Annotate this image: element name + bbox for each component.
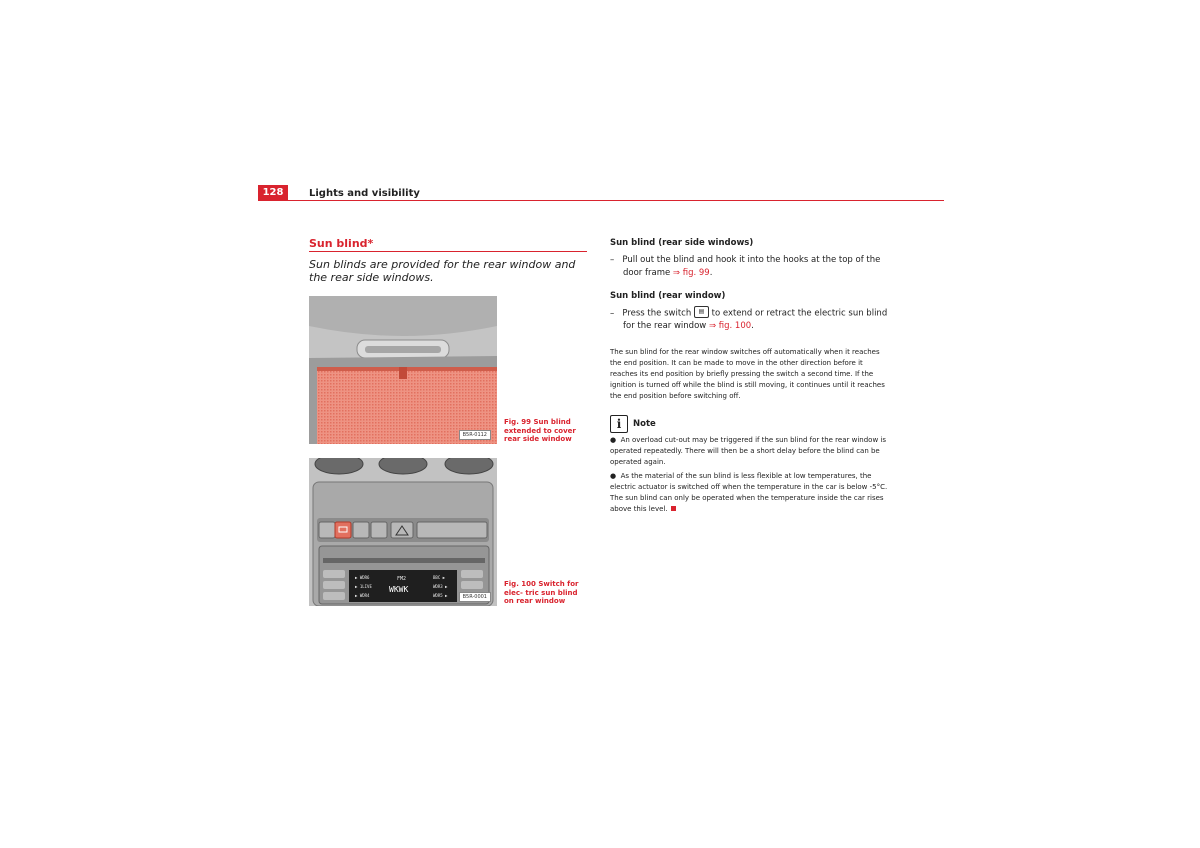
step-dash: – xyxy=(610,308,615,319)
figure-code: B5R-0112 xyxy=(459,430,491,440)
bullet-icon: ● xyxy=(610,472,617,480)
running-header: Lights and visibility xyxy=(309,188,420,199)
end-of-section-icon xyxy=(671,506,676,511)
note-text: An overload cut-out may be triggered if the sun blind for the rear window is operated repeatedly. There will then be a short delay before the blind can be operated again. xyxy=(610,436,886,466)
step-text-post: to extend or retract the electric sun blind for the rear window xyxy=(623,308,888,331)
display-band: FM2 xyxy=(397,576,407,582)
subheading-side-windows: Sun blind (rear side windows) xyxy=(610,238,754,248)
sun-blind-switch-icon: ▤ xyxy=(694,306,709,318)
display-right-1: BBC ▶ xyxy=(433,575,446,580)
note-text: As the material of the sun blind is less flexible at low temperatures, the electric actuator is switched off when the temperature in the car is below -5°C. The sun blind can only be operated when the temperature inside the car rises above this level. xyxy=(610,472,888,513)
figure-99-caption: Fig. 99 Sun blind extended to cover rear side window xyxy=(504,418,576,443)
display-left-2: ▶ 1LIVE xyxy=(355,584,372,589)
subheading-rear-window: Sun blind (rear window) xyxy=(610,291,726,301)
note-header xyxy=(610,414,890,434)
section-heading: Sun blind* xyxy=(309,237,374,250)
note-bullet-2 xyxy=(610,471,890,515)
fig-100-ref[interactable]: ⇒ fig. 100 xyxy=(708,321,752,331)
fig-99-ref[interactable]: ⇒ fig. 99 xyxy=(672,267,710,278)
step-dash: – xyxy=(610,255,615,265)
heading-rule xyxy=(309,251,587,252)
display-station: WKWK xyxy=(389,585,409,594)
bullet-icon: ● xyxy=(610,436,617,444)
step-text-pre: Press the switch xyxy=(622,308,692,319)
note-bullet-1 xyxy=(610,435,890,468)
info-icon: i xyxy=(610,415,628,433)
step-text: Pull out the blind and hook it into the hooks at the top of the door frame xyxy=(622,255,881,278)
dashboard-illustration xyxy=(309,458,497,606)
display-left-3: ▶ WDR4 xyxy=(355,593,370,598)
page-number: 128 xyxy=(258,185,288,201)
step-rear-window: – Press the switch ▤ to extend or retract the electric sun blind for the rear window ⇒ fig. 100. xyxy=(610,308,888,331)
intro-text: Sun blinds are provided for the rear window and the rear side windows. xyxy=(309,258,576,284)
note-label: Note xyxy=(633,419,656,429)
rear-window-illustration xyxy=(309,296,497,444)
body-paragraph: The sun blind for the rear window switches off automatically when it reaches the end position. It can be made to move in the other direction before it reaches its end position by briefly pressing the switch a second time. If the ignition is turned off while the blind is still moving, it continues until it reaches the end position before switching off. xyxy=(610,347,885,400)
figure-99-image xyxy=(309,296,497,444)
figure-code: B5R-0001 xyxy=(459,592,491,602)
display-left-1: ▶ WDR6 xyxy=(355,575,370,580)
figure-100-image xyxy=(309,458,497,606)
header-rule xyxy=(258,200,944,201)
display-right-2: WDR3 ▶ xyxy=(433,584,448,589)
display-right-3: WDR5 ▶ xyxy=(433,593,448,598)
step-side-windows: – Pull out the blind and hook it into the hooks at the top of the door frame ⇒ fig. 99. xyxy=(610,255,881,278)
right-column xyxy=(610,238,890,515)
figure-100-caption: Fig. 100 Switch for elec- tric sun blind on rear window xyxy=(504,580,579,605)
